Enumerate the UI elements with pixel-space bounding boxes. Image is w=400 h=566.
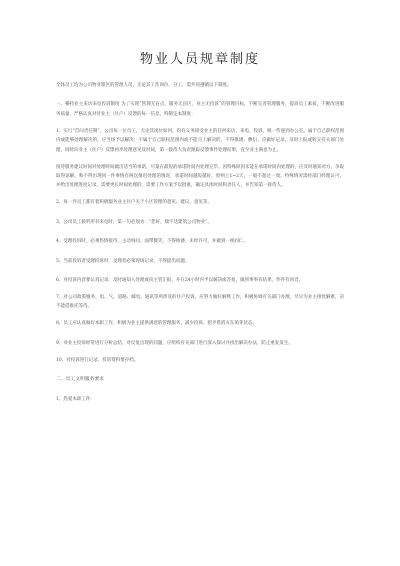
- rule-5-paragraph: 5、当前投诉者受理投诉时，受理者必须现场记录，不得提出问题。: [56, 258, 190, 264]
- section-two-heading: 二、员工文明服务要求: [56, 377, 104, 383]
- section-two-item-1: 1、热爱本职工作：: [56, 396, 95, 402]
- rule-10-paragraph: 10、对投诉进行记录，投诉资料要存档。: [56, 357, 139, 363]
- rule-4-paragraph: 4、受理投诉时，必须热情接待，主动询问，面带微笑，不得推诿，未经许可，并做到一视同仁。: [56, 239, 248, 245]
- rule-8-paragraph: 8、员工应认真做好本职工作，积极为业主提供满意的管理服务，减少投诉。把矛盾消灭在萌芽状态。: [56, 321, 257, 327]
- document-title: 物业人员规章制度: [139, 52, 260, 67]
- rule-1-paragraph: 1、实行“首问责任制”，公司每一位员工，无论其岗位如何，均有义务接受业主的任何来访、来电、投诉，统一传递到办公室。属于自己职权范围内或能够处理解决的，应当场予以解决；不属于自己职权范围内或不能马上解决的，不得推诿、敷衍，应做好记录，及时上报或转交有关部门处理，同时向业主（住户）反馈初步处理意见及时间，第一接待人负责跟踪反馈事件处理结果，直至业主满意为止。: [56, 128, 344, 153]
- rule-6-paragraph: 6、对投诉内容要认真记录，及时通知人处理或向主管汇报，并在24小时内予以解决或答复，做到事事有结果，件件有回音。: [56, 278, 304, 284]
- intro-paragraph: 全体员工均为公司物业辖区的管理人员，无论其工作岗位、分工，需共同遵循以下制度。: [56, 83, 232, 88]
- reception-paragraph: 接待服务建议时间对处理时间做出适当的承诺，尽量在最短的承诺时间内处理完毕。因特殊原因未能在承诺时间内处理的，应及时通知对方，争取取得谅解，和不得出现同一件事情有两次推迟处理的情况，承诺时间越短越好，原则上1~2天，一般不超过一周。特殊情况需经部门经理认可，并给出处理进度记录，需要更长时间处理的，需要工作方案予以批准，确定具体时间和责任人，并告知第一接待人。: [56, 164, 344, 189]
- rule-3-paragraph: 3、公司员工接听所有来电时，第一句必须为：“您好，瑞宇达建筑公司物业”。: [56, 219, 212, 225]
- rule-9-paragraph: 9、对业主投诉经常进行分析总结，对反复出现的问题，应组织有关部门进行深入探讨并找出解决办法，防止重复发生。: [56, 340, 293, 346]
- section-one-paragraph: 一、操持业主来访来电投诉制度 为了实现“管理无盲点，服务无盲区，业主无投诉”的管理目标，不断完善管理服务，提高员工素质，不断改进服务质量，严格认真对待业主（住户）反馈的每一信息，特制定本制度：: [56, 102, 344, 117]
- rule-7-paragraph: 7、对公司政策服务、电、气、道路、邮电、通讯等所涉及的住户投诉，应努力做好解释工作，积极协调有关部门办理，尽早为业主排忧解难，决不能借推托等待。: [56, 295, 344, 310]
- rule-2-paragraph: 2、每一件员工都有着积极服务业主住户关于小区管理的意见、建议、意见等。: [56, 200, 212, 206]
